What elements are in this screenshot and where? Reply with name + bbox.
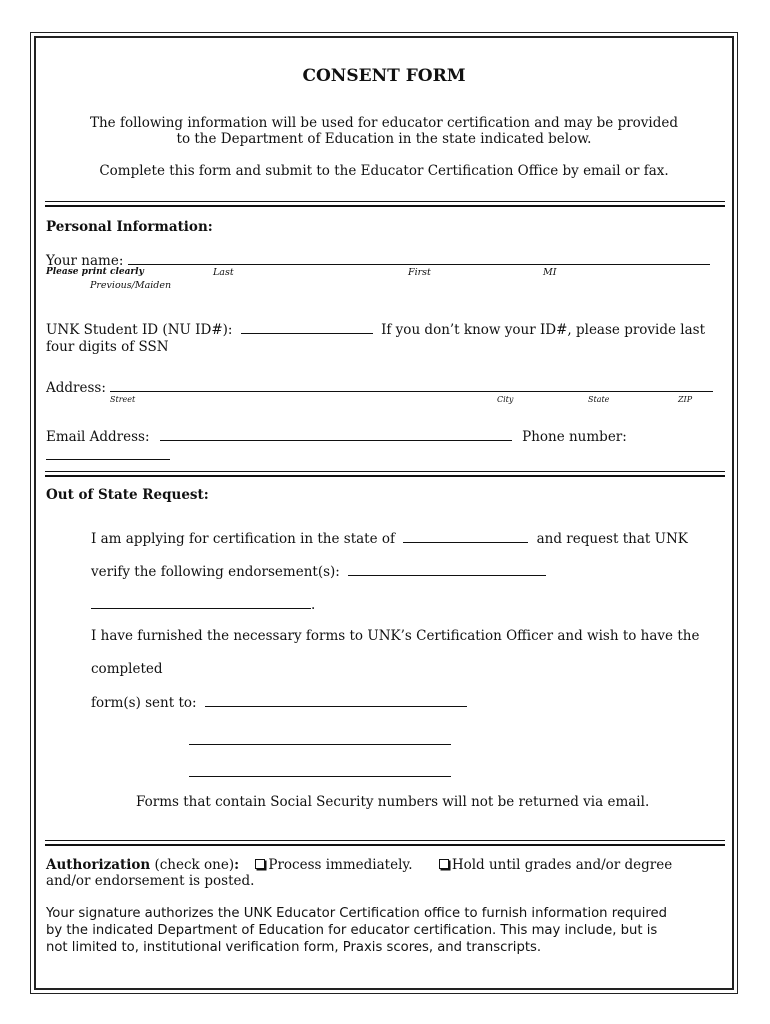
- authorization-paragraph-line-1: Your signature authorizes the UNK Educator Certification office to furnish information required: [46, 906, 667, 921]
- sent-to-field-2[interactable]: [189, 732, 451, 745]
- name-label: Your name:: [46, 253, 124, 269]
- endorsement-label: verify the following endorsement(s):: [91, 564, 340, 580]
- section-divider: [45, 844, 725, 846]
- out-of-state-heading: Out of State Request:: [46, 487, 209, 503]
- completed-text: completed: [91, 661, 163, 677]
- middle-initial-caption: MI: [543, 267, 557, 278]
- section-divider: [45, 475, 725, 477]
- endorsement-period: .: [311, 597, 316, 613]
- address-label: Address:: [46, 380, 106, 396]
- intro-line-2: to the Department of Education in the state indicated below.: [176, 131, 592, 147]
- phone-field[interactable]: [46, 447, 170, 460]
- check-one-note: (check one): [154, 857, 235, 873]
- form-title: CONSENT FORM: [302, 66, 466, 86]
- street-caption: Street: [110, 395, 136, 404]
- endorsement-row-2: [91, 596, 315, 613]
- endorsement-row: [91, 563, 546, 580]
- endorsement-field-2[interactable]: [91, 596, 311, 609]
- student-id-label: UNK Student ID (NU ID#):: [46, 322, 233, 338]
- name-field[interactable]: [128, 252, 710, 265]
- state-field[interactable]: [403, 530, 528, 543]
- student-id-note-cont: four digits of SSN: [46, 339, 169, 355]
- print-clearly-note: Please print clearly: [46, 267, 144, 277]
- first-name-caption: First: [408, 267, 431, 278]
- process-immediately-label: Process immediately.: [268, 857, 413, 873]
- city-caption: City: [497, 395, 514, 404]
- address-field[interactable]: [110, 379, 713, 392]
- intro-line-1: The following information will be used for educator certification and may be provided: [89, 115, 679, 131]
- personal-info-heading: Personal Information:: [46, 219, 213, 235]
- sent-to-label: form(s) sent to:: [91, 695, 197, 711]
- student-id-note: If you don’t know your ID#, please provide last: [381, 322, 706, 338]
- section-divider: [45, 205, 725, 207]
- student-id-row: [46, 321, 705, 338]
- process-immediately-option[interactable]: [255, 857, 412, 873]
- maiden-name-caption: Previous/Maiden: [90, 280, 172, 291]
- endorsement-field[interactable]: [348, 563, 546, 576]
- form-inner-border: [34, 36, 734, 990]
- address-row: [46, 379, 713, 396]
- ssn-email-note: Forms that contain Social Security numbers will not be returned via email.: [136, 794, 650, 810]
- sent-to-row-3: [189, 764, 451, 781]
- hold-until-checkbox[interactable]: [439, 859, 449, 869]
- authorization-paragraph-line-3: not limited to, institutional verification form, Praxis scores, and transcripts.: [46, 940, 542, 955]
- phone-row: [46, 447, 170, 464]
- state-request-text: I am applying for certification in the state of: [91, 531, 396, 547]
- email-row: [46, 428, 627, 445]
- last-name-caption: Last: [213, 267, 234, 278]
- authorization-heading: Authorization: [46, 857, 151, 873]
- state-caption: State: [588, 395, 610, 404]
- sent-to-field-3[interactable]: [189, 764, 451, 777]
- name-field-row: [46, 252, 710, 269]
- sent-to-row-2: [189, 732, 451, 749]
- intro-line-3: Complete this form and submit to the Educator Certification Office by email or fax.: [99, 163, 669, 179]
- phone-label: Phone number:: [522, 429, 627, 445]
- sent-to-field[interactable]: [205, 694, 467, 707]
- authorization-row: [46, 857, 672, 873]
- student-id-field[interactable]: [241, 321, 373, 334]
- furnished-forms-text: I have furnished the necessary forms to UNK’s Certification Officer and wish to have the: [91, 628, 700, 644]
- hold-until-label-cont: and/or endorsement is posted.: [46, 873, 255, 889]
- sent-to-row: [91, 694, 467, 711]
- authorization-paragraph-line-2: by the indicated Department of Education for educator certification. This may include, but is: [46, 923, 658, 938]
- hold-until-label: Hold until grades and/or degree: [451, 857, 673, 873]
- section-divider: [45, 201, 725, 202]
- process-immediately-checkbox[interactable]: [255, 859, 265, 869]
- hold-until-option[interactable]: [439, 857, 672, 873]
- email-field[interactable]: [160, 428, 512, 441]
- state-request-text-end: and request that UNK: [536, 531, 688, 547]
- email-label: Email Address:: [46, 429, 150, 445]
- section-divider: [45, 840, 725, 841]
- section-divider: [45, 471, 725, 472]
- authorization-colon: :: [234, 857, 240, 873]
- state-request-row: [91, 530, 688, 547]
- zip-caption: ZIP: [678, 395, 693, 404]
